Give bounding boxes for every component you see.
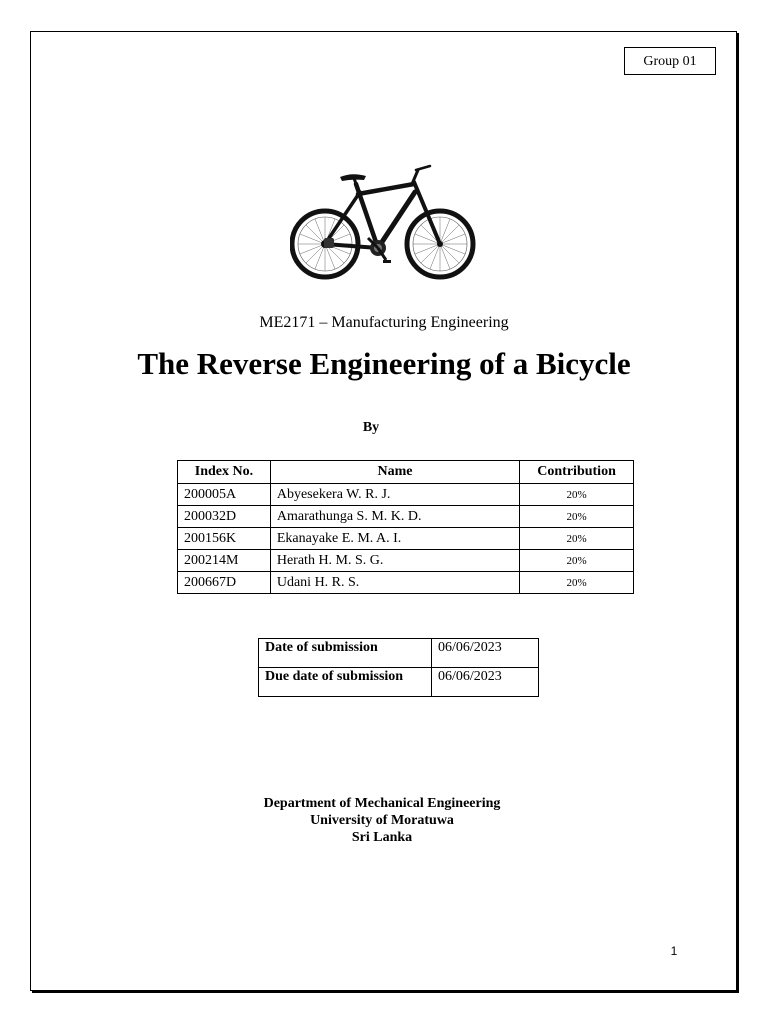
by-label: By bbox=[362, 420, 380, 435]
member-name: Ekanayake E. M. A. I. bbox=[270, 528, 519, 550]
member-name: Amarathunga S. M. K. D. bbox=[270, 506, 519, 528]
table-row bbox=[259, 668, 539, 697]
member-contribution: 20% bbox=[520, 506, 634, 528]
header-name: Name bbox=[270, 461, 519, 484]
member-index: 200667D bbox=[178, 572, 271, 594]
member-name: Herath H. M. S. G. bbox=[270, 550, 519, 572]
due-date-label: Due date of submission bbox=[259, 668, 432, 697]
member-contribution: 20% bbox=[520, 484, 634, 506]
submission-dates-table bbox=[258, 638, 539, 697]
report-title: The Reverse Engineering of a Bicycle bbox=[137, 346, 631, 381]
due-date-value: 06/06/2023 bbox=[432, 668, 539, 697]
group-label: Group 01 bbox=[624, 47, 716, 75]
page-number: 1 bbox=[670, 944, 678, 958]
header-contribution: Contribution bbox=[520, 461, 634, 484]
course-code-title: ME2171 – Manufacturing Engineering bbox=[259, 314, 509, 331]
member-index: 200005A bbox=[178, 484, 271, 506]
submission-date-label: Date of submission bbox=[259, 639, 432, 668]
department-name: Department of Mechanical Engineering bbox=[263, 796, 501, 811]
table-header-row bbox=[178, 461, 634, 484]
member-index: 200156K bbox=[178, 528, 271, 550]
member-contribution: 20% bbox=[520, 550, 634, 572]
table-row bbox=[178, 572, 634, 594]
department-block bbox=[0, 795, 764, 846]
table-row bbox=[178, 484, 634, 506]
university-name: University of Moratuwa bbox=[310, 813, 454, 828]
table-row bbox=[259, 639, 539, 668]
submission-date-value: 06/06/2023 bbox=[432, 639, 539, 668]
member-index: 200032D bbox=[178, 506, 271, 528]
member-name: Abyesekera W. R. J. bbox=[270, 484, 519, 506]
member-index: 200214M bbox=[178, 550, 271, 572]
members-table bbox=[177, 460, 634, 594]
member-contribution: 20% bbox=[520, 572, 634, 594]
table-row bbox=[178, 528, 634, 550]
member-name: Udani H. R. S. bbox=[270, 572, 519, 594]
saddle bbox=[340, 174, 366, 181]
table-row bbox=[178, 506, 634, 528]
header-index: Index No. bbox=[178, 461, 271, 484]
country-name: Sri Lanka bbox=[351, 830, 413, 845]
member-contribution: 20% bbox=[520, 528, 634, 550]
table-row bbox=[178, 550, 634, 572]
bicycle-illustration bbox=[290, 162, 480, 286]
